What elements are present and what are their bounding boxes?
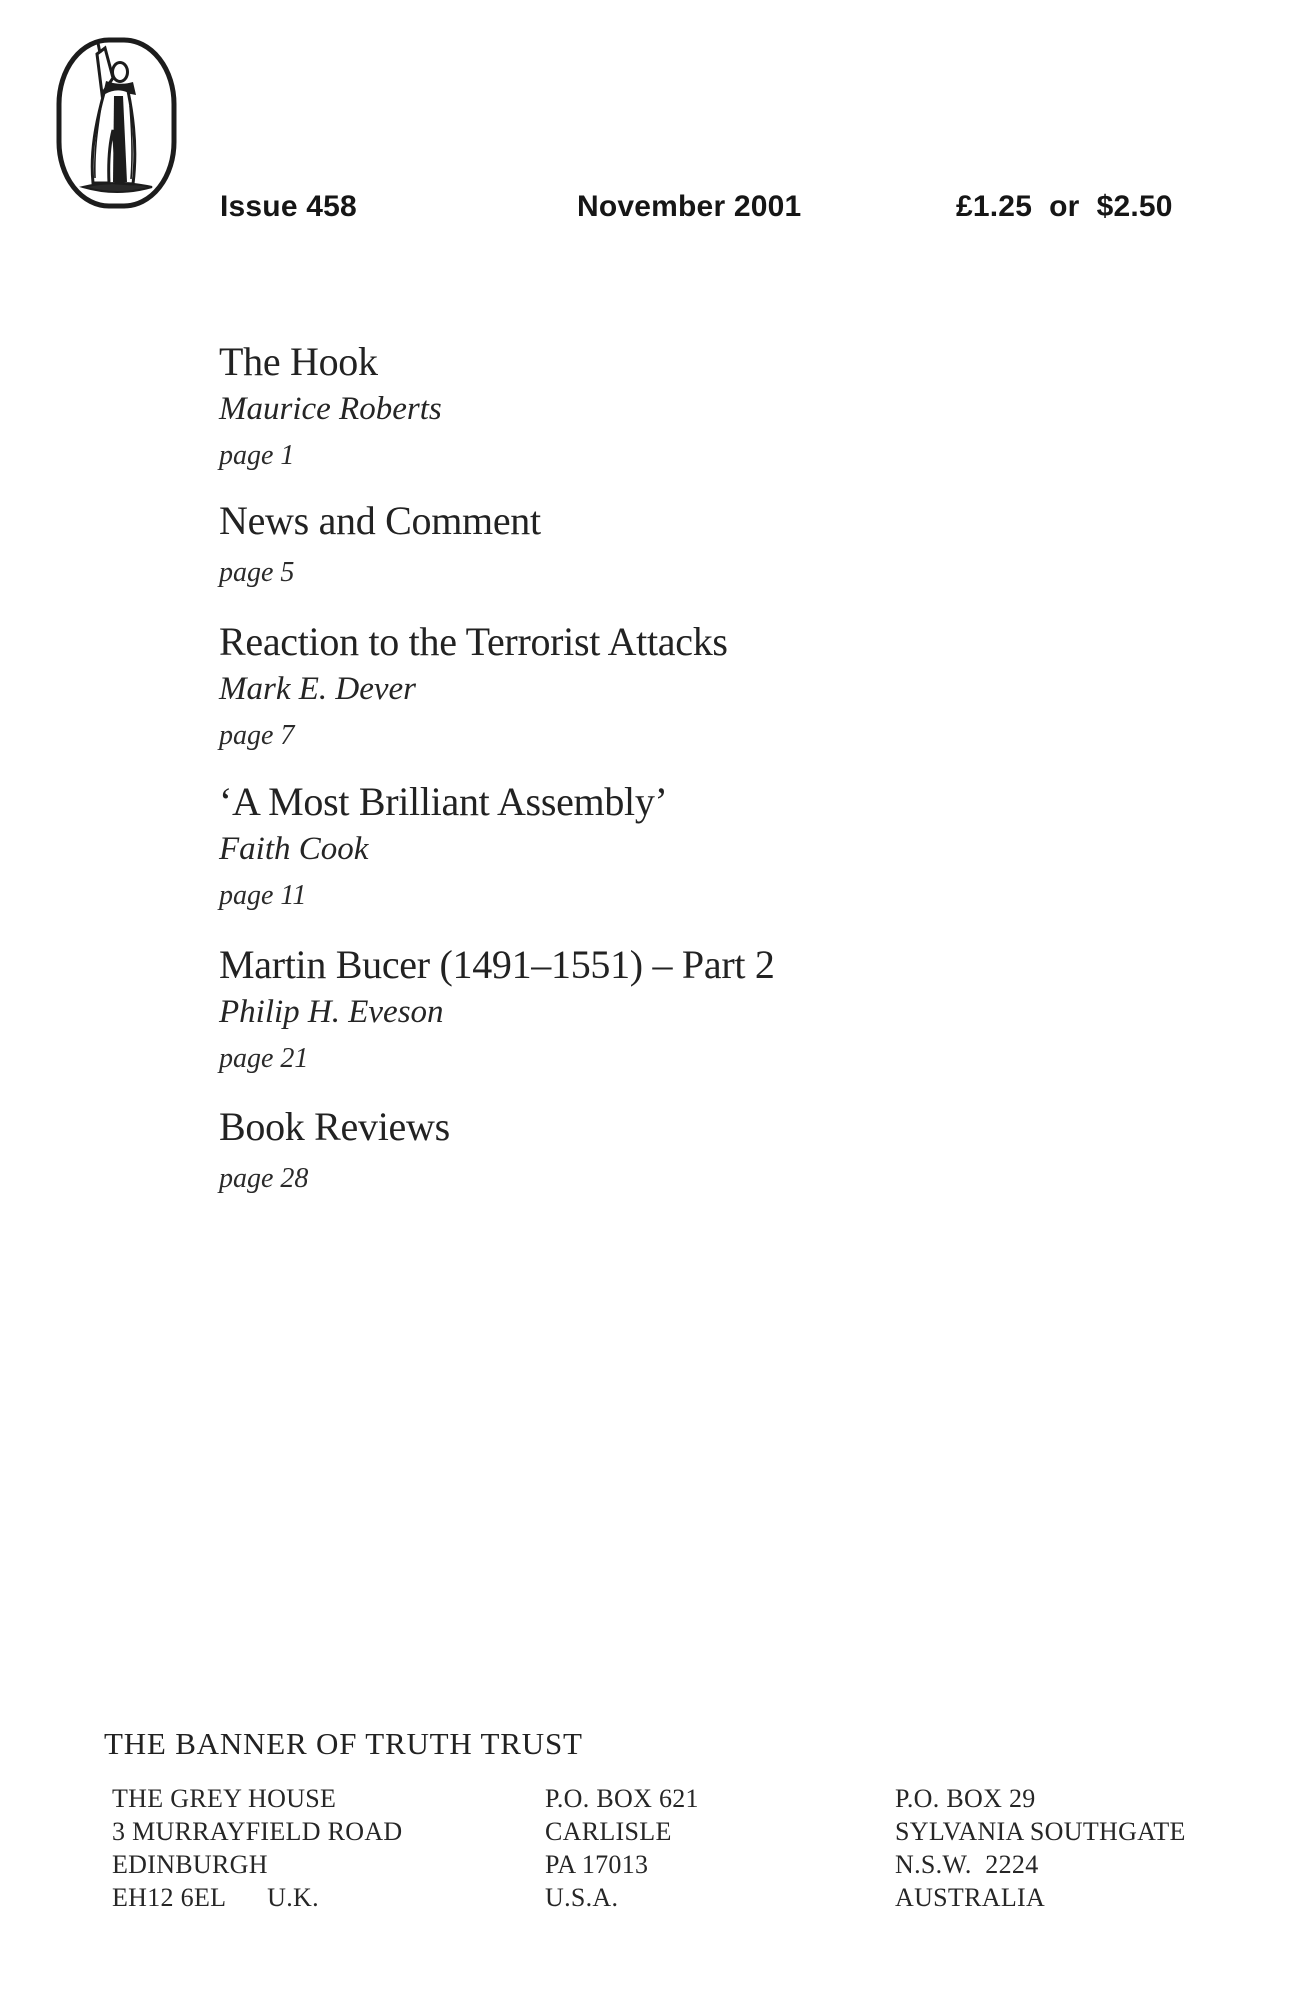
address-line: EH12 6EL U.K. [112, 1883, 319, 1912]
article-page: page 28 [219, 1163, 309, 1194]
article-title: The Hook [219, 339, 378, 384]
article-page: page 21 [219, 1043, 309, 1074]
article-title: News and Comment [219, 498, 541, 543]
address-line: U.S.A. [545, 1883, 619, 1912]
address-line: N.S.W. 2224 [895, 1850, 1039, 1879]
address-line: EDINBURGH [112, 1850, 268, 1879]
toc-item-news-and-comment [219, 497, 1119, 589]
article-author: Maurice Roberts [219, 391, 442, 427]
article-page: page 7 [219, 720, 295, 751]
publisher-name: THE BANNER OF TRUTH TRUST [104, 1726, 583, 1761]
issue-number: Issue 458 [220, 190, 357, 223]
article-author: Mark E. Dever [219, 671, 417, 707]
address-line: SYLVANIA SOUTHGATE [895, 1817, 1186, 1846]
address-line: PA 17013 [545, 1850, 649, 1879]
toc-item-book-reviews [219, 1103, 1119, 1195]
article-title: ‘A Most Brilliant Assembly’ [219, 779, 668, 824]
banner-of-truth-preacher-logo [55, 36, 178, 210]
toc-item-the-hook [219, 338, 1119, 472]
address-line: THE GREY HOUSE [112, 1784, 337, 1813]
article-author: Philip H. Eveson [219, 994, 444, 1030]
toc-item-martin-bucer [219, 941, 1119, 1075]
address-line: 3 MURRAYFIELD ROAD [112, 1817, 403, 1846]
address-australia [895, 1782, 1186, 1914]
address-line: P.O. BOX 621 [545, 1784, 699, 1813]
article-page: page 1 [219, 440, 295, 471]
toc-item-reaction-terrorist-attacks [219, 618, 1119, 752]
address-uk [112, 1782, 402, 1914]
article-page: page 11 [219, 880, 307, 911]
toc-item-most-brilliant-assembly [219, 778, 1119, 912]
article-page: page 5 [219, 557, 295, 588]
article-title: Book Reviews [219, 1104, 450, 1149]
preacher-figure-icon [55, 36, 178, 210]
article-title: Reaction to the Terrorist Attacks [219, 619, 728, 664]
issue-date: November 2001 [577, 190, 802, 223]
address-line: CARLISLE [545, 1817, 672, 1846]
address-line: P.O. BOX 29 [895, 1784, 1036, 1813]
address-usa [545, 1782, 699, 1914]
article-author: Faith Cook [219, 831, 369, 867]
article-title: Martin Bucer (1491–1551) – Part 2 [219, 942, 775, 987]
issue-price: £1.25 or $2.50 [956, 190, 1173, 223]
address-line: AUSTRALIA [895, 1883, 1046, 1912]
